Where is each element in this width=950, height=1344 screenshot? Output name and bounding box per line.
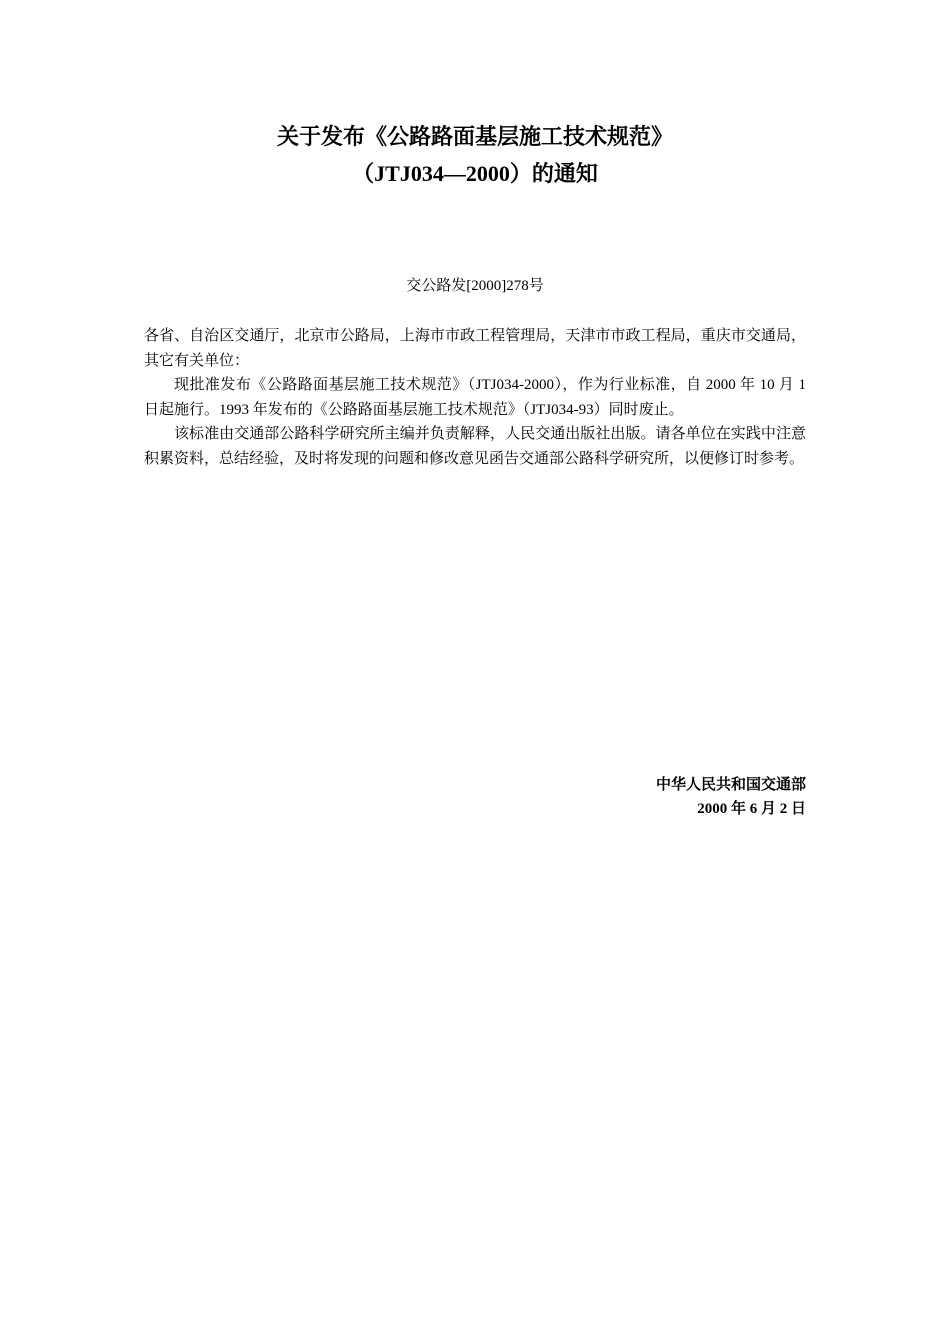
addressee-paragraph: 各省、自治区交通厅，北京市公路局，上海市市政工程管理局，天津市市政工程局，重庆市交通局，其它有关单位： (144, 328, 806, 369)
document-title-line1: 关于发布《公路路面基层施工技术规范》 (276, 124, 673, 149)
document-number: 交公路发[2000]278号 (406, 278, 544, 294)
body-paragraph-2: 该标准由交通部公路科学研究所主编并负责解释，人民交通出版社出版。请各单位在实践中注意积累资料，总结经验，及时将发现的问题和修改意见函告交通部公路科学研究所，以便修订时参考。 (144, 426, 806, 467)
document-title-line2: （JTJ034—2000）的通知 (352, 161, 598, 186)
signature-date: 2000 年 6 月 2 日 (697, 801, 806, 817)
document-body (144, 324, 806, 471)
signature-organization: 中华人民共和国交通部 (655, 777, 806, 793)
body-paragraph-1: 现批准发布《公路路面基层施工技术规范》（JTJ034-2000），作为行业标准，自 2000 年 10 月 1 日起施行。1993 年发布的《公路路面基层施工技术规范》（JTJ034-93）同时废止。 (144, 377, 806, 418)
